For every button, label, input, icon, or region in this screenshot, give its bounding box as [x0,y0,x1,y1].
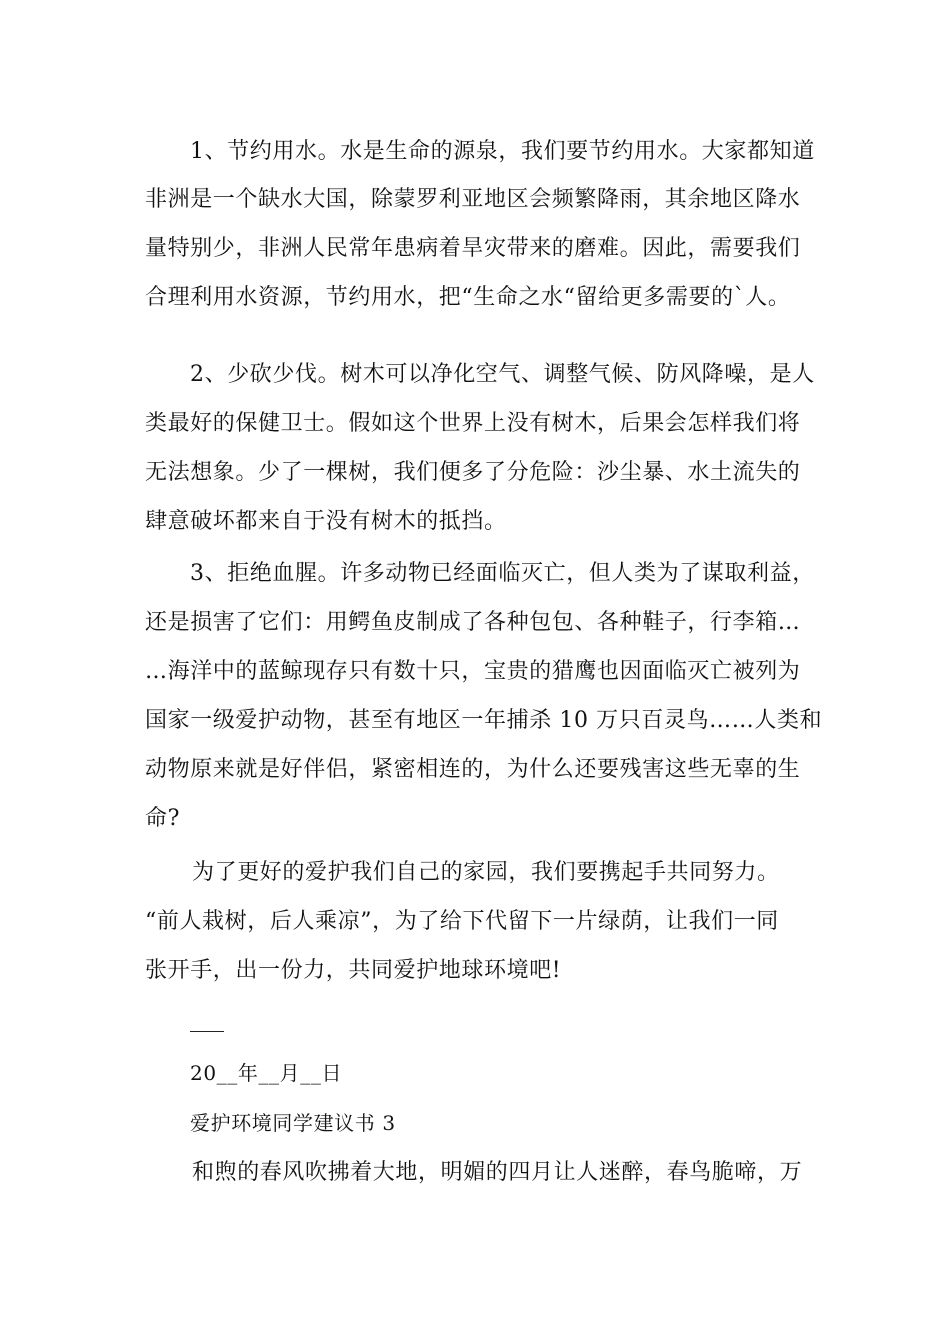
paragraph-3-line-4: 国家一级爱护动物，甚至有地区一年捕杀 10 万只百灵鸟……人类和 [145,708,823,733]
paragraph-2-line-2: 类最好的保健卫士。假如这个世界上没有树木，后果会怎样我们将 [145,411,801,436]
paragraph-2-line-4: 肆意破坏都来自于没有树木的抵挡。 [145,509,507,534]
date-line: 20__年__月__日 [190,1061,343,1085]
paragraph-3-line-6: 命? [145,806,180,831]
paragraph-3-line-2: 还是损害了它们：用鳄鱼皮制成了各种包包、各种鞋子，行李箱… [145,610,801,635]
paragraph-3-line-1: 3、拒绝血腥。许多动物已经面临灭亡，但人类为了谋取利益， [190,561,815,586]
paragraph-3-line-3: …海洋中的蓝鲸现存只有数十只，宝贵的猎鹰也因面临灭亡被列为 [145,659,801,684]
next-section-title: 爱护环境同学建议书 3 [190,1111,396,1135]
signature-blank-line [190,1031,224,1032]
paragraph-1-line-2: 非洲是一个缺水大国，除蒙罗利亚地区会频繁降雨，其余地区降水 [145,187,801,212]
paragraph-4-line-1: 为了更好的爱护我们自己的家园，我们要携起手共同努力。 [192,860,780,885]
next-section-first-line: 和煦的春风吹拂着大地，明媚的四月让人迷醉，春鸟脆啼，万 [192,1160,803,1185]
paragraph-1-line-1: 1、节约用水。水是生命的源泉，我们要节约用水。大家都知道 [190,139,815,164]
paragraph-1-line-4: 合理利用水资源，节约用水，把“生命之水“留给更多需要的`人。 [145,285,791,310]
paragraph-2-line-1: 2、少砍少伐。树木可以净化空气、调整气候、防风降噪，是人 [190,362,815,387]
paragraph-3-line-5: 动物原来就是好伴侣，紧密相连的，为什么还要残害这些无辜的生 [145,757,801,782]
paragraph-2-line-3: 无法想象。少了一棵树，我们便多了分危险：沙尘暴、水土流失的 [145,460,801,485]
paragraph-4-line-3: 张开手，出一份力，共同爱护地球环境吧! [145,958,562,983]
paragraph-1-line-3: 量特别少，非洲人民常年患病着旱灾带来的磨难。因此，需要我们 [145,236,801,261]
paragraph-4-line-2: “前人栽树，后人乘凉”，为了给下代留下一片绿荫，让我们一同 [145,909,779,934]
